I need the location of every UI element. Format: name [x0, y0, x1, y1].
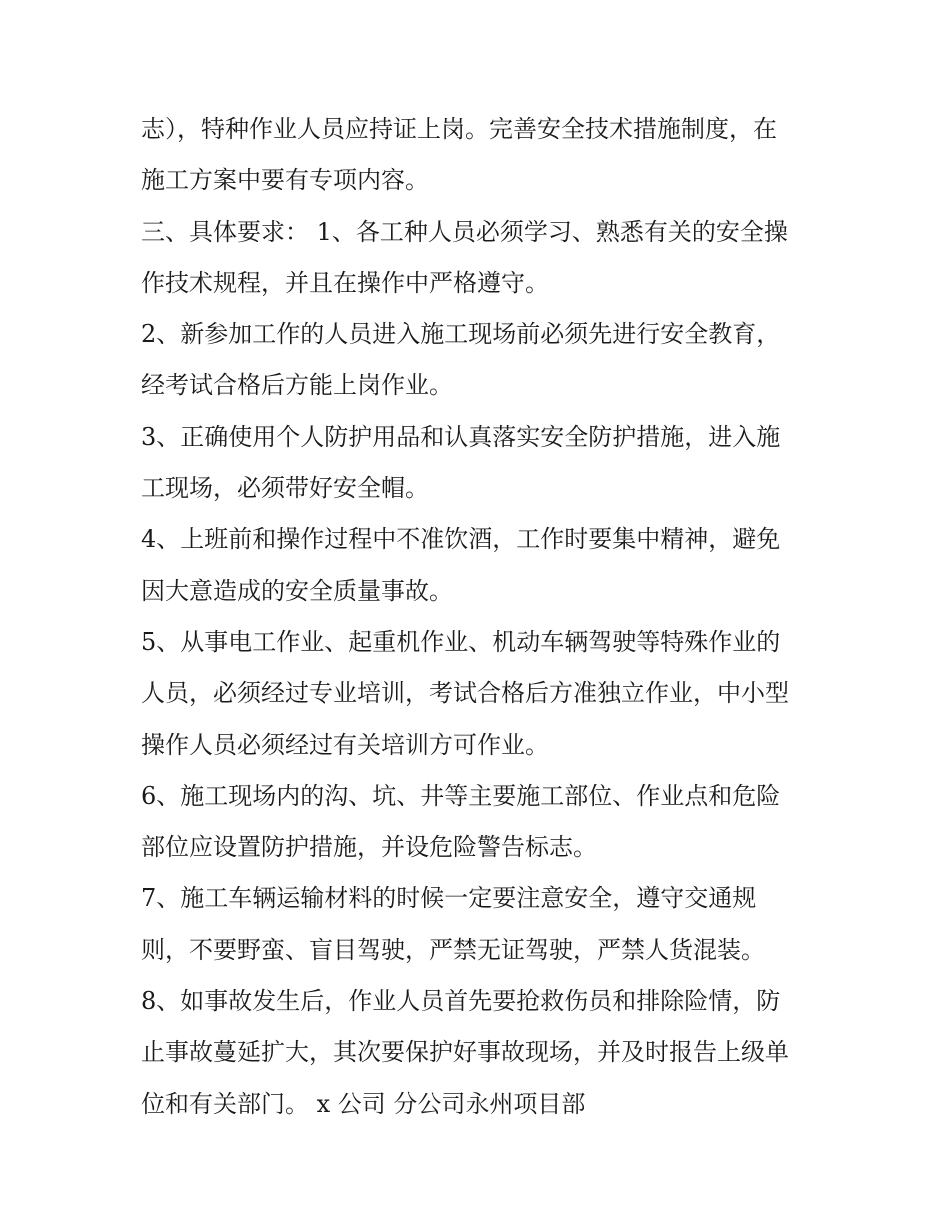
text-line: 止事故蔓延扩大，其次要保护好事故现场，并及时报告上级单: [141, 1038, 789, 1067]
text-line: 操作人员必须经过有关培训方可作业。: [141, 730, 549, 759]
text-line: 部位应设置防护措施，并设危险警告标志。: [141, 833, 597, 862]
text-line: 经考试合格后方能上岗作业。: [141, 371, 453, 400]
text-line: 人员，必须经过专业培训，考试合格后方准独立作业，中小型: [141, 679, 789, 708]
text-line: 因大意造成的安全质量事故。: [141, 576, 453, 605]
text-line: 则，不要野蛮、盲目驾驶，严禁无证驾驶，严禁人货混装。: [141, 935, 765, 964]
text-line: 位和有关部门。 x 公司 分公司永州项目部: [141, 1089, 586, 1118]
text-line: 4、上班前和操作过程中不准饮酒，工作时要集中精神，避免: [141, 525, 781, 554]
text-line: 3、正确使用个人防护用品和认真落实安全防护措施，进入施: [141, 422, 781, 451]
text-line: 三、具体要求： 1、各工种人员必须学习、熟悉有关的安全操: [141, 217, 788, 246]
text-line: 施工方案中要有专项内容。: [141, 166, 429, 195]
text-line: 作技术规程，并且在操作中严格遵守。: [141, 268, 549, 297]
text-line: 7、施工车辆运输材料的时候一定要注意安全，遵守交通规: [141, 884, 757, 913]
text-line: 8、如事故发生后，作业人员首先要抢救伤员和排除险情，防: [141, 987, 781, 1016]
text-line: 工现场，必须带好安全帽。: [141, 474, 429, 503]
document-body: [141, 107, 831, 1133]
text-line: 志），特种作业人员应持证上岗。完善安全技术措施制度，在: [141, 115, 777, 143]
text-line: 2、新参加工作的人员进入施工现场前必须先进行安全教育，: [141, 320, 781, 349]
text-line: 5、从事电工作业、起重机作业、机动车辆驾驶等特殊作业的: [141, 627, 781, 656]
text-line: 6、施工现场内的沟、坑、井等主要施工部位、作业点和危险: [141, 781, 781, 810]
